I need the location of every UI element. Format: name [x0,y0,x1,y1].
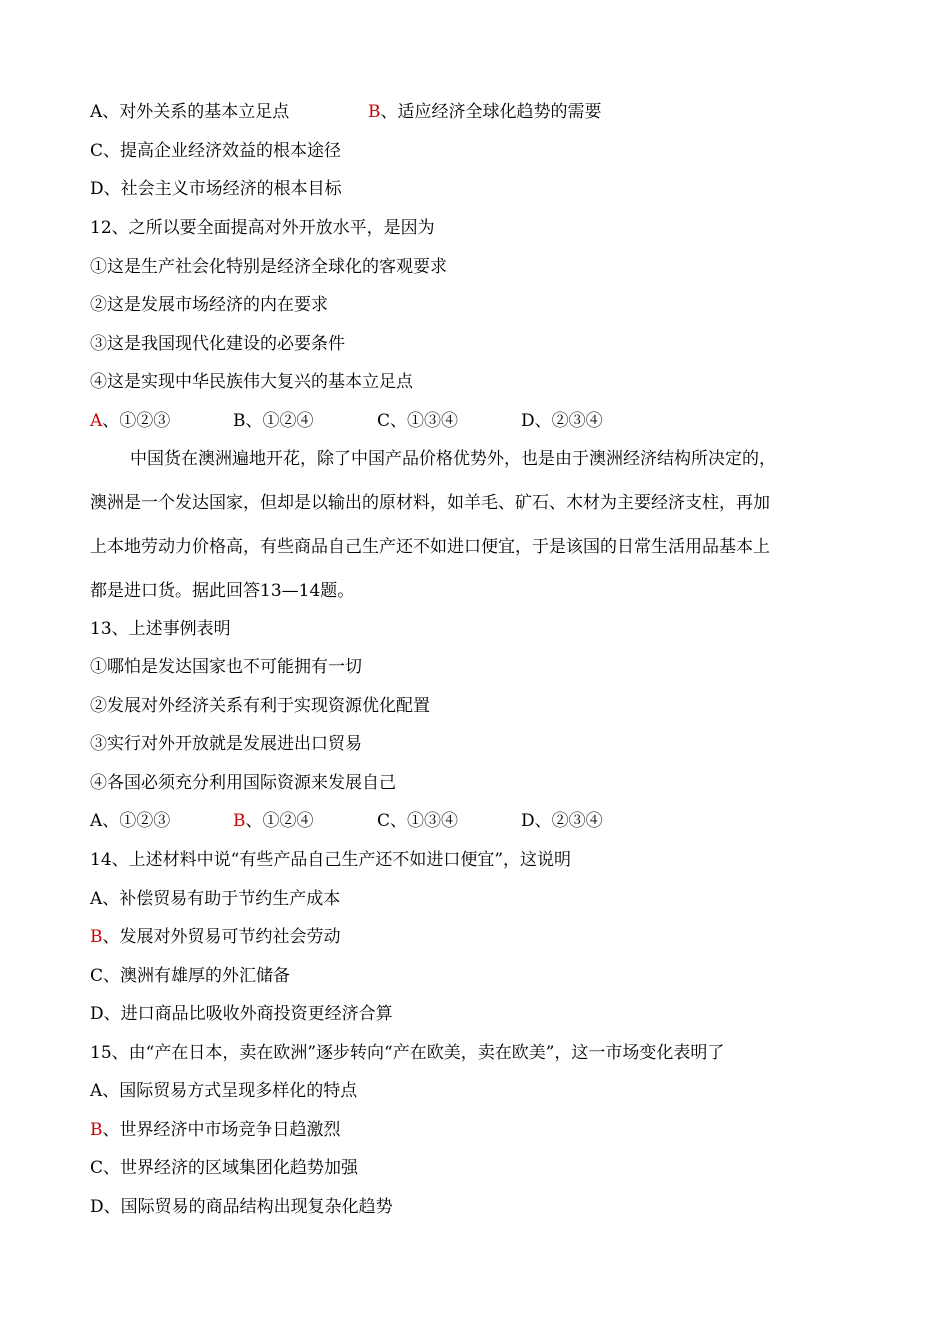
q13-statement-1: ①哪怕是发达国家也不可能拥有一切 [90,657,362,677]
q12-choice-d: D、②③④ [521,411,603,431]
q13-answer-letter-b: B [233,811,246,831]
q15-answer-letter-b: B [90,1120,103,1140]
material-line-4: 都是进口货。据此回答13—14题。 [90,581,355,601]
q12-choice-c: C、①③④ [377,411,459,431]
q12-statement-2: ②这是发展市场经济的内在要求 [90,295,328,315]
q12-statement-3: ③这是我国现代化建设的必要条件 [90,334,345,354]
q13-choice-b [233,810,314,832]
material-line-2: 澳洲是一个发达国家，但却是以输出的原材料，如羊毛、矿石、木材为主要经济支柱，再加 [90,493,770,513]
q15-option-c: C、世界经济的区域集团化趋势加强 [90,1158,359,1178]
q14-option-a: A、补偿贸易有助于节约生产成本 [90,889,341,909]
q11-option-b-text: 、适应经济全球化趋势的需要 [380,102,602,122]
q13-choice-c: C、①③④ [377,811,459,831]
q13-choice-b-text: 、①②④ [245,811,314,831]
q13-choice-a: A、①②③ [90,811,171,831]
q12-choice-a-text: 、①②③ [102,411,171,431]
q13-statement-4: ④各国必须充分利用国际资源来发展自己 [90,773,396,793]
q14-stem: 14、上述材料中说“有些产品自己生产还不如进口便宜”，这说明 [90,850,572,870]
q13-stem: 13、上述事例表明 [90,619,231,639]
material-line-1: 中国货在澳洲遍地开花，除了中国产品价格优势外，也是由于澳洲经济结构所决定的， [130,449,776,469]
q14-option-d: D、进口商品比吸收外商投资更经济合算 [90,1004,393,1024]
q14-option-b [90,926,341,948]
q11-options-row-1 [90,101,602,123]
q11-option-a: A、对外关系的基本立足点 [90,102,290,122]
q11-option-d: D、社会主义市场经济的根本目标 [90,179,342,199]
q11-answer-letter-b: B [368,102,381,122]
q12-statement-1: ①这是生产社会化特别是经济全球化的客观要求 [90,257,447,277]
q12-choice-b: B、①②④ [233,411,314,431]
q15-option-d: D、国际贸易的商品结构出现复杂化趋势 [90,1197,393,1217]
q11-option-b [368,101,602,123]
q15-option-b [90,1119,341,1141]
q15-stem: 15、由“产在日本，卖在欧洲”逐步转向“产在欧美，卖在欧美”，这一市场变化表明了 [90,1043,725,1063]
q15-option-b-text: 、世界经济中市场竞争日趋激烈 [102,1120,341,1140]
q15-option-a: A、国际贸易方式呈现多样化的特点 [90,1081,358,1101]
q12-answer-letter-a: A [90,411,103,431]
q11-option-c: C、提高企业经济效益的根本途径 [90,141,342,161]
q12-choice-a [90,410,170,432]
q13-statement-3: ③实行对外开放就是发展进出口贸易 [90,734,362,754]
q14-answer-letter-b: B [90,927,103,947]
q13-choice-d: D、②③④ [521,811,603,831]
q12-statement-4: ④这是实现中华民族伟大复兴的基本立足点 [90,372,413,392]
material-line-3: 上本地劳动力价格高，有些商品自己生产还不如进口便宜，于是该国的日常生活用品基本上 [90,537,770,557]
q13-statement-2: ②发展对外经济关系有利于实现资源优化配置 [90,696,430,716]
q14-option-b-text: 、发展对外贸易可节约社会劳动 [102,927,341,947]
q12-stem: 12、之所以要全面提高对外开放水平，是因为 [90,218,435,238]
q14-option-c: C、澳洲有雄厚的外汇储备 [90,966,291,986]
